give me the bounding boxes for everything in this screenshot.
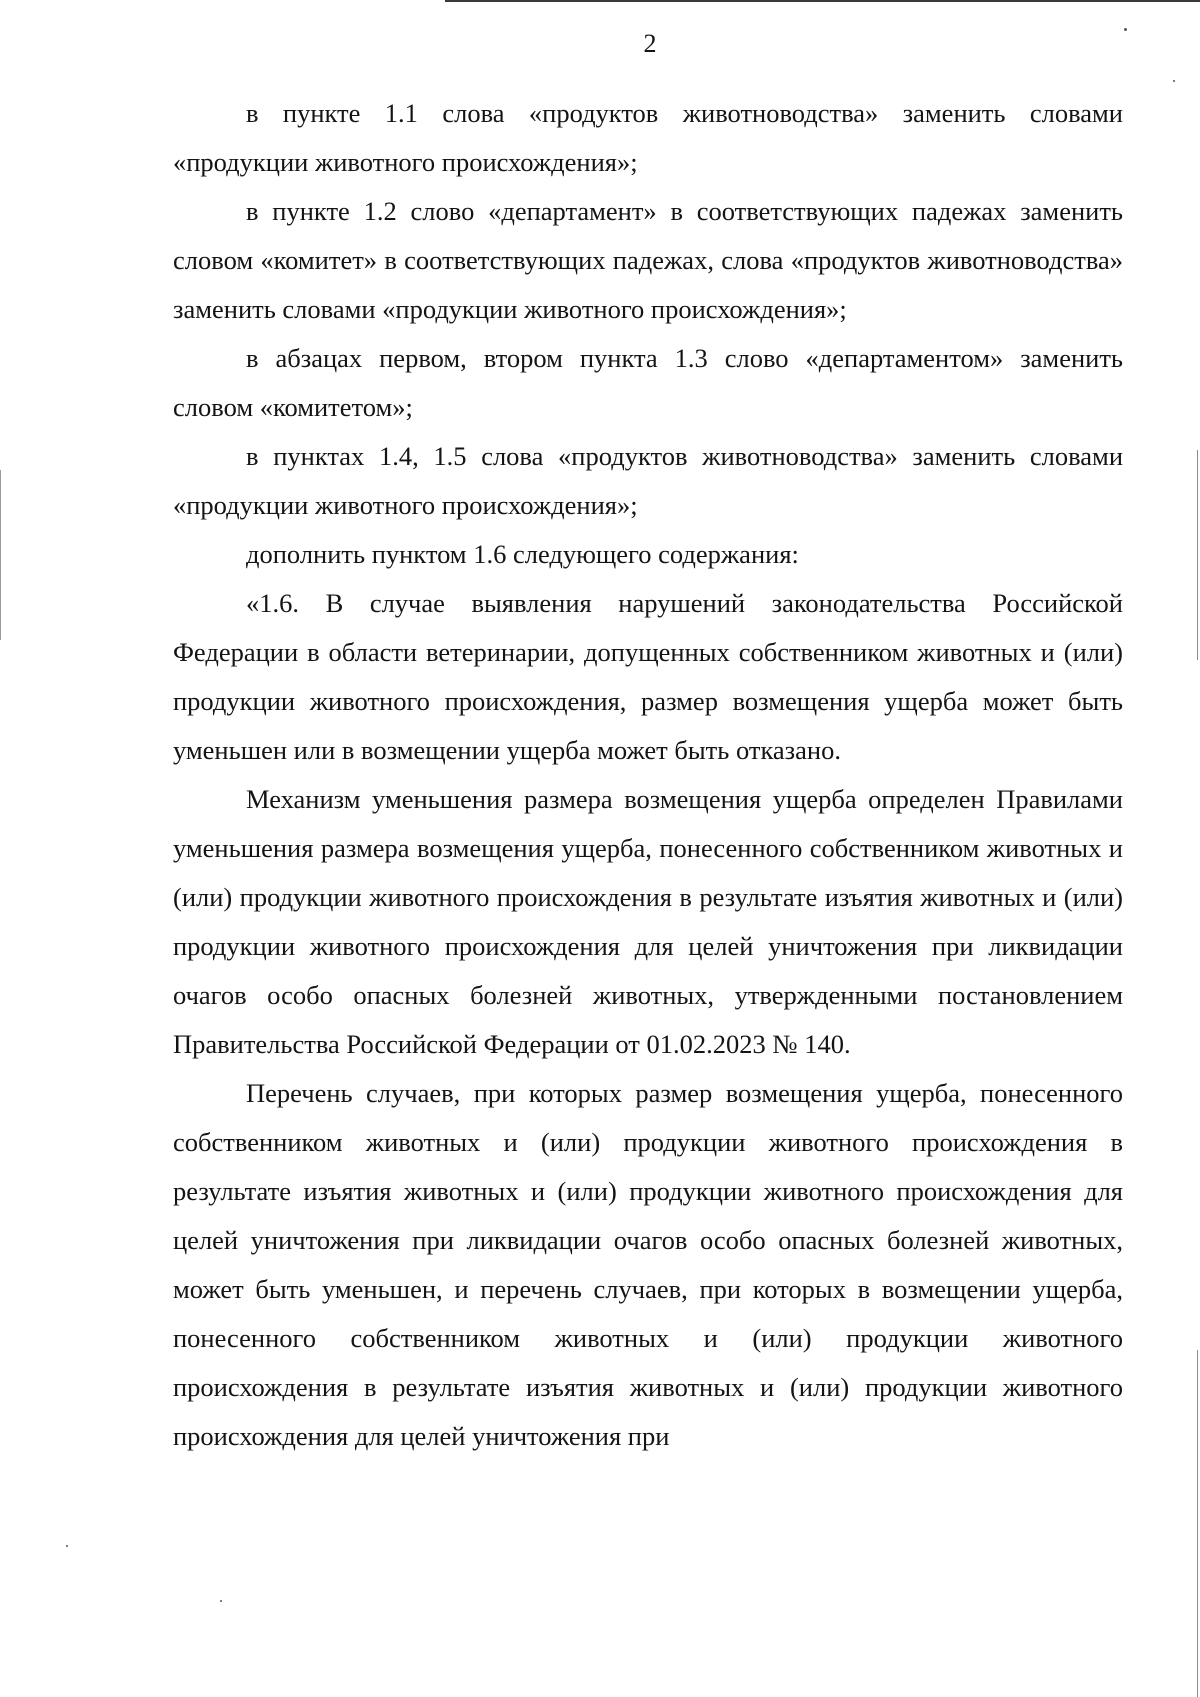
paragraph: в пунктах 1.4, 1.5 слова «продуктов животноводства» заменить словами «продукции животного происхождения»; xyxy=(173,441,1123,520)
scan-left-edge xyxy=(0,470,1,640)
paragraph: Механизм уменьшения размера возмещения ущерба определен Правилами уменьшения размера возмещения ущерба, понесенного собственником животных и (или) продукции животного происхождения в результате изъятия животных и (или) продукции животного происхождения для целей уничтожения при ликвидации очагов особо опасных болезней животных, утвержденными постановлением Правительства Российской Федерации от 01.02.2023 № 140. xyxy=(173,784,1123,1059)
scan-top-border xyxy=(445,0,1200,2)
paragraph: «1.6. В случае выявления нарушений законодательства Российской Федерации в области ветеринарии, допущенных собственником животных и (или) продукции животного происхождения, размер возмещения ущерба может быть уменьшен или в возмещении ущерба может быть отказано. xyxy=(173,588,1123,765)
document-body xyxy=(173,89,1123,1461)
paragraph: в абзацах первом, втором пункта 1.3 слово «департаментом» заменить словом «комитетом»; xyxy=(173,343,1123,422)
paragraph: дополнить пунктом 1.6 следующего содержания: xyxy=(246,539,799,569)
scan-speck xyxy=(66,1545,68,1547)
page-number: 2 xyxy=(643,29,657,58)
paragraph: в пункте 1.1 слова «продуктов животноводства» заменить словами «продукции животного происхождения»; xyxy=(173,98,1123,177)
paragraph: в пункте 1.2 слово «департамент» в соответствующих падежах заменить словом «комитет» в соответствующих падежах, слова «продуктов животноводства» заменить словами «продукции животного происхождения»; xyxy=(173,196,1123,324)
scan-speck xyxy=(1173,80,1175,82)
scan-right-edge xyxy=(1197,450,1198,660)
paragraph: Перечень случаев, при которых размер возмещения ущерба, понесенного собственником животных и (или) продукции животного происхождения в результате изъятия животных и (или) продукции животного происхождения для целей уничтожения при ликвидации очагов особо опасных болезней животных, может быть уменьшен, и перечень случаев, при которых в возмещении ущерба, понесенного собственником животных и (или) продукции животного происхождения в результате изъятия животных и (или) продукции животного происхождения для целей уничтожения при xyxy=(173,1078,1123,1451)
scan-speck xyxy=(220,1600,222,1602)
scan-right-edge-lower xyxy=(1197,1350,1198,1697)
